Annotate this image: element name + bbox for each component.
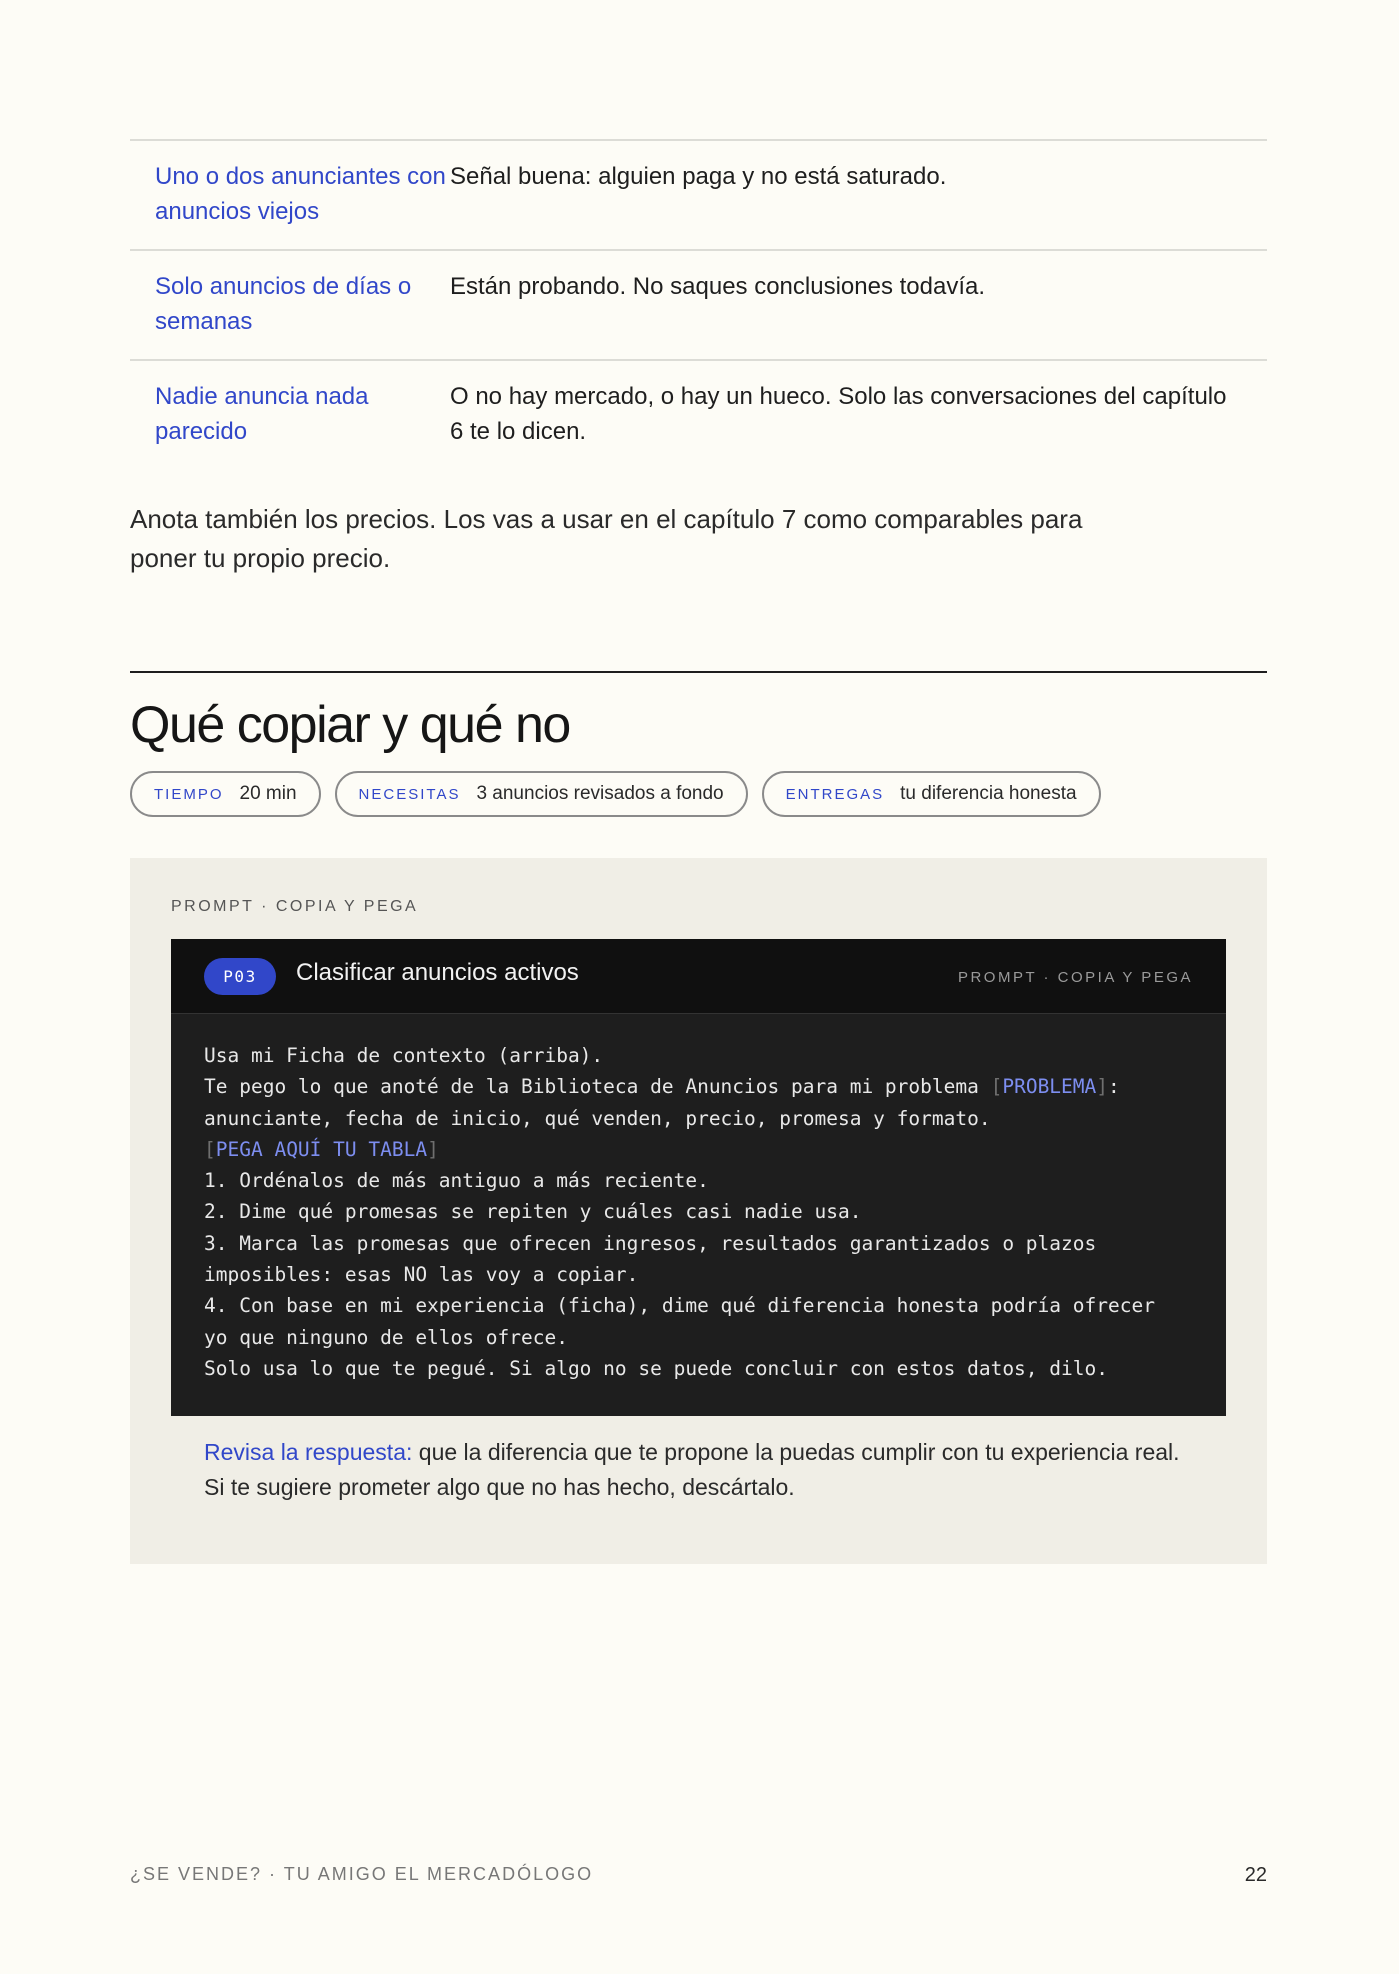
code-line: 2. Dime qué promesas se repiten y cuáles casi nadie usa. bbox=[204, 1200, 862, 1224]
row-key: Uno o dos anunciantes con anuncios viejos bbox=[155, 163, 446, 225]
page-number: 22 bbox=[1244, 1864, 1267, 1886]
deliverable-pill bbox=[762, 771, 1101, 817]
review-note bbox=[204, 1435, 1204, 1505]
placeholder: PEGA AQUÍ TU TABLA bbox=[215, 1137, 428, 1161]
placeholder-bracket: ] bbox=[427, 1137, 439, 1161]
footer-book-title: ¿SE VENDE? · TU AMIGO EL MERCADÓLOGO bbox=[130, 1864, 594, 1884]
code-line: Solo usa lo que te pegué. Si algo no se puede concluir con estos datos, dilo. bbox=[204, 1356, 1108, 1380]
review-text: que la diferencia que te propone la puedas cumplir con tu experiencia real. Si te sugiere prometer algo que no has hecho, descártalo. bbox=[204, 1439, 1180, 1500]
row-value: Señal buena: alguien paga y no está saturado. bbox=[450, 163, 947, 190]
time-pill bbox=[130, 771, 321, 817]
prompt-id-badge: P03 bbox=[204, 958, 276, 995]
pill-value: 3 anuncios revisados a fondo bbox=[476, 783, 724, 804]
code-line: Usa mi Ficha de contexto (arriba). bbox=[204, 1044, 604, 1067]
code-line: 3. Marca las promesas que ofrecen ingresos, resultados garantizados o plazos bbox=[204, 1231, 1097, 1255]
prompt-panel bbox=[130, 858, 1267, 1564]
pill-key: TIEMPO bbox=[154, 785, 224, 803]
placeholder: PROBLEMA bbox=[1002, 1075, 1097, 1099]
pill-key: NECESITAS bbox=[358, 785, 461, 803]
code-line: 1. Ordénalos de más antiguo a más reciente. bbox=[204, 1169, 709, 1193]
section-divider bbox=[130, 671, 1267, 673]
pill-value: tu diferencia honesta bbox=[900, 783, 1077, 804]
code-line: anunciante, fecha de inicio, qué venden, precio, promesa y formato. bbox=[204, 1106, 991, 1130]
placeholder-bracket: [ bbox=[204, 1137, 216, 1161]
table-row bbox=[130, 141, 1267, 251]
code-header bbox=[171, 939, 1226, 1014]
prompt-tag: PROMPT · COPIA Y PEGA bbox=[957, 969, 1193, 986]
prompt-title: Clasificar anuncios activos bbox=[296, 959, 579, 986]
prices-note: Anota también los precios. Los vas a usar en el capítulo 7 como comparables para poner tu propio precio. bbox=[130, 504, 1083, 573]
prompt-code-block[interactable] bbox=[171, 939, 1226, 1416]
row-key: Solo anuncios de días o semanas bbox=[155, 273, 412, 335]
pill-value: 20 min bbox=[239, 783, 297, 804]
review-label: Revisa la respuesta: bbox=[204, 1439, 413, 1465]
placeholder-bracket: [ bbox=[990, 1075, 1003, 1099]
table-row bbox=[130, 361, 1267, 469]
section-meta bbox=[130, 771, 1101, 817]
prompt-text bbox=[171, 1014, 1226, 1384]
placeholder-bracket: ] bbox=[1096, 1075, 1109, 1099]
section-title: Qué copiar y qué no bbox=[130, 696, 570, 754]
code-line: : bbox=[1108, 1075, 1120, 1099]
table-row bbox=[130, 251, 1267, 361]
needs-pill bbox=[335, 771, 748, 817]
signals-table bbox=[130, 139, 1267, 469]
code-line: Te pego lo que anoté de la Biblioteca de Anuncios para mi problema bbox=[204, 1075, 991, 1099]
panel-label: PROMPT · COPIA Y PEGA bbox=[171, 898, 419, 915]
row-key: Nadie anuncia nada parecido bbox=[155, 383, 369, 445]
code-line: yo que ninguno de ellos ofrece. bbox=[204, 1325, 568, 1349]
code-line: imposibles: esas NO las voy a copiar. bbox=[204, 1263, 639, 1287]
row-value: O no hay mercado, o hay un hueco. Solo las conversaciones del capítulo 6 te lo dicen. bbox=[450, 383, 1227, 445]
pill-key: ENTREGAS bbox=[785, 785, 885, 803]
row-value: Están probando. No saques conclusiones todavía. bbox=[450, 273, 986, 300]
code-line: 4. Con base en mi experiencia (ficha), dime qué diferencia honesta podría ofrecer bbox=[204, 1294, 1155, 1318]
